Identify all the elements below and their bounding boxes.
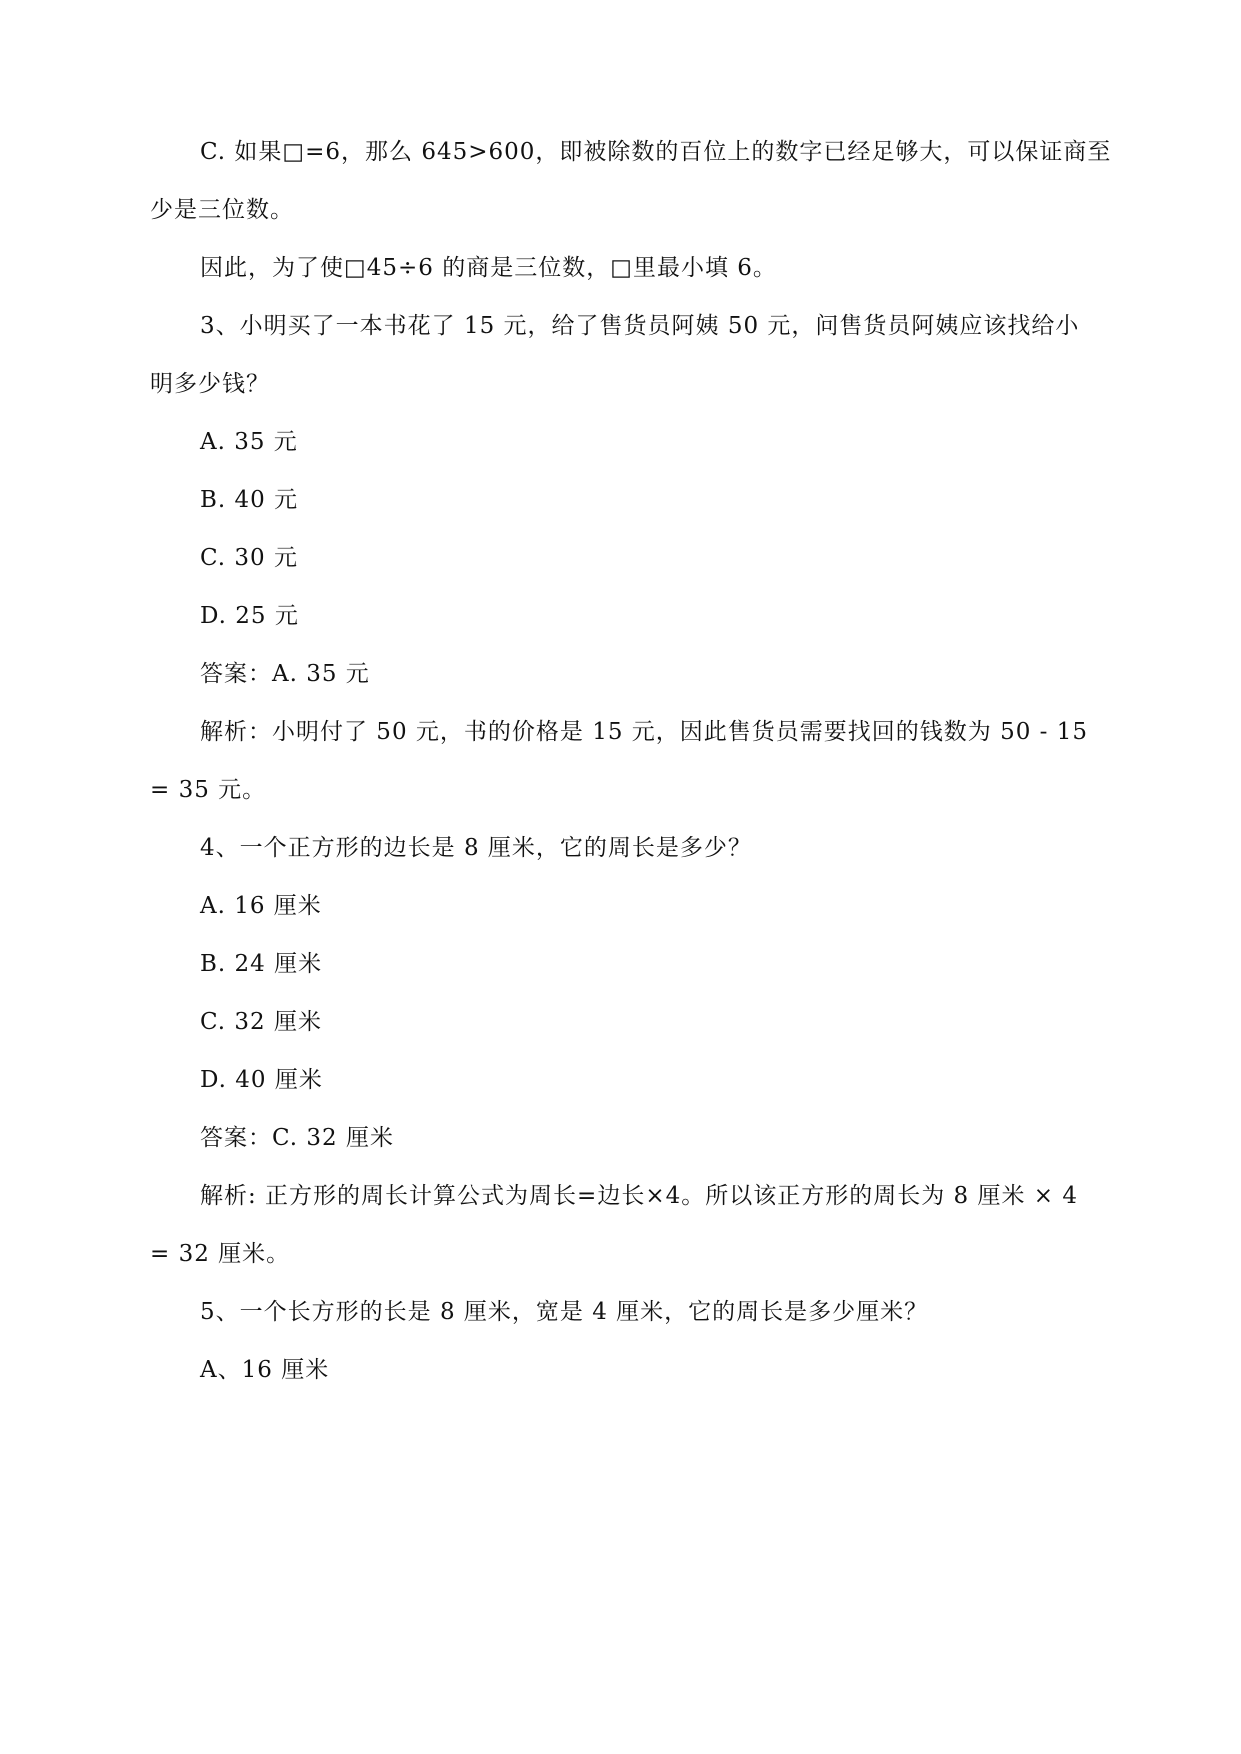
question-3-continuation: 明多少钱？: [150, 371, 270, 397]
text-line-conclusion: 因此，为了使□45÷6 的商是三位数，□里最小填 6。: [200, 255, 777, 281]
question-3-text: 3、小明买了一本书花了 15 元，给了售货员阿姨 50 元，问售货员阿姨应该找给小: [200, 313, 1080, 339]
text-line-option-c-continuation: 少是三位数。: [150, 197, 294, 223]
question-4-answer: 答案：C. 32 厘米: [200, 1125, 394, 1151]
question-3-analysis-continuation: = 35 元。: [150, 777, 267, 803]
question-4-text: 4、一个正方形的边长是 8 厘米，它的周长是多少？: [200, 835, 752, 861]
question-4-option-c: C. 32 厘米: [200, 1009, 322, 1035]
question-3-analysis: 解析：小明付了 50 元，书的价格是 15 元，因此售货员需要找回的钱数为 50 - 15: [200, 719, 1089, 745]
question-4-analysis: 解析: 正方形的周长计算公式为周长=边长×4。所以该正方形的周长为 8 厘米 × 4: [200, 1183, 1079, 1209]
question-4-option-d: D. 40 厘米: [200, 1067, 323, 1093]
question-4-analysis-continuation: = 32 厘米。: [150, 1241, 291, 1267]
question-3-answer: 答案：A. 35 元: [200, 661, 370, 687]
question-5-text: 5、一个长方形的长是 8 厘米，宽是 4 厘米，它的周长是多少厘米？: [200, 1299, 929, 1325]
question-3-option-d: D. 25 元: [200, 603, 299, 629]
question-4-option-b: B. 24 厘米: [200, 951, 323, 977]
question-3-option-b: B. 40 元: [200, 487, 299, 513]
question-4-option-a: A. 16 厘米: [200, 893, 322, 919]
question-3-option-c: C. 30 元: [200, 545, 298, 571]
question-5-option-a: A、16 厘米: [200, 1357, 330, 1383]
text-line-option-c-explanation: C. 如果□=6，那么 645>600，即被除数的百位上的数字已经足够大，可以保证商至: [200, 139, 1112, 165]
question-3-option-a: A. 35 元: [200, 429, 298, 455]
